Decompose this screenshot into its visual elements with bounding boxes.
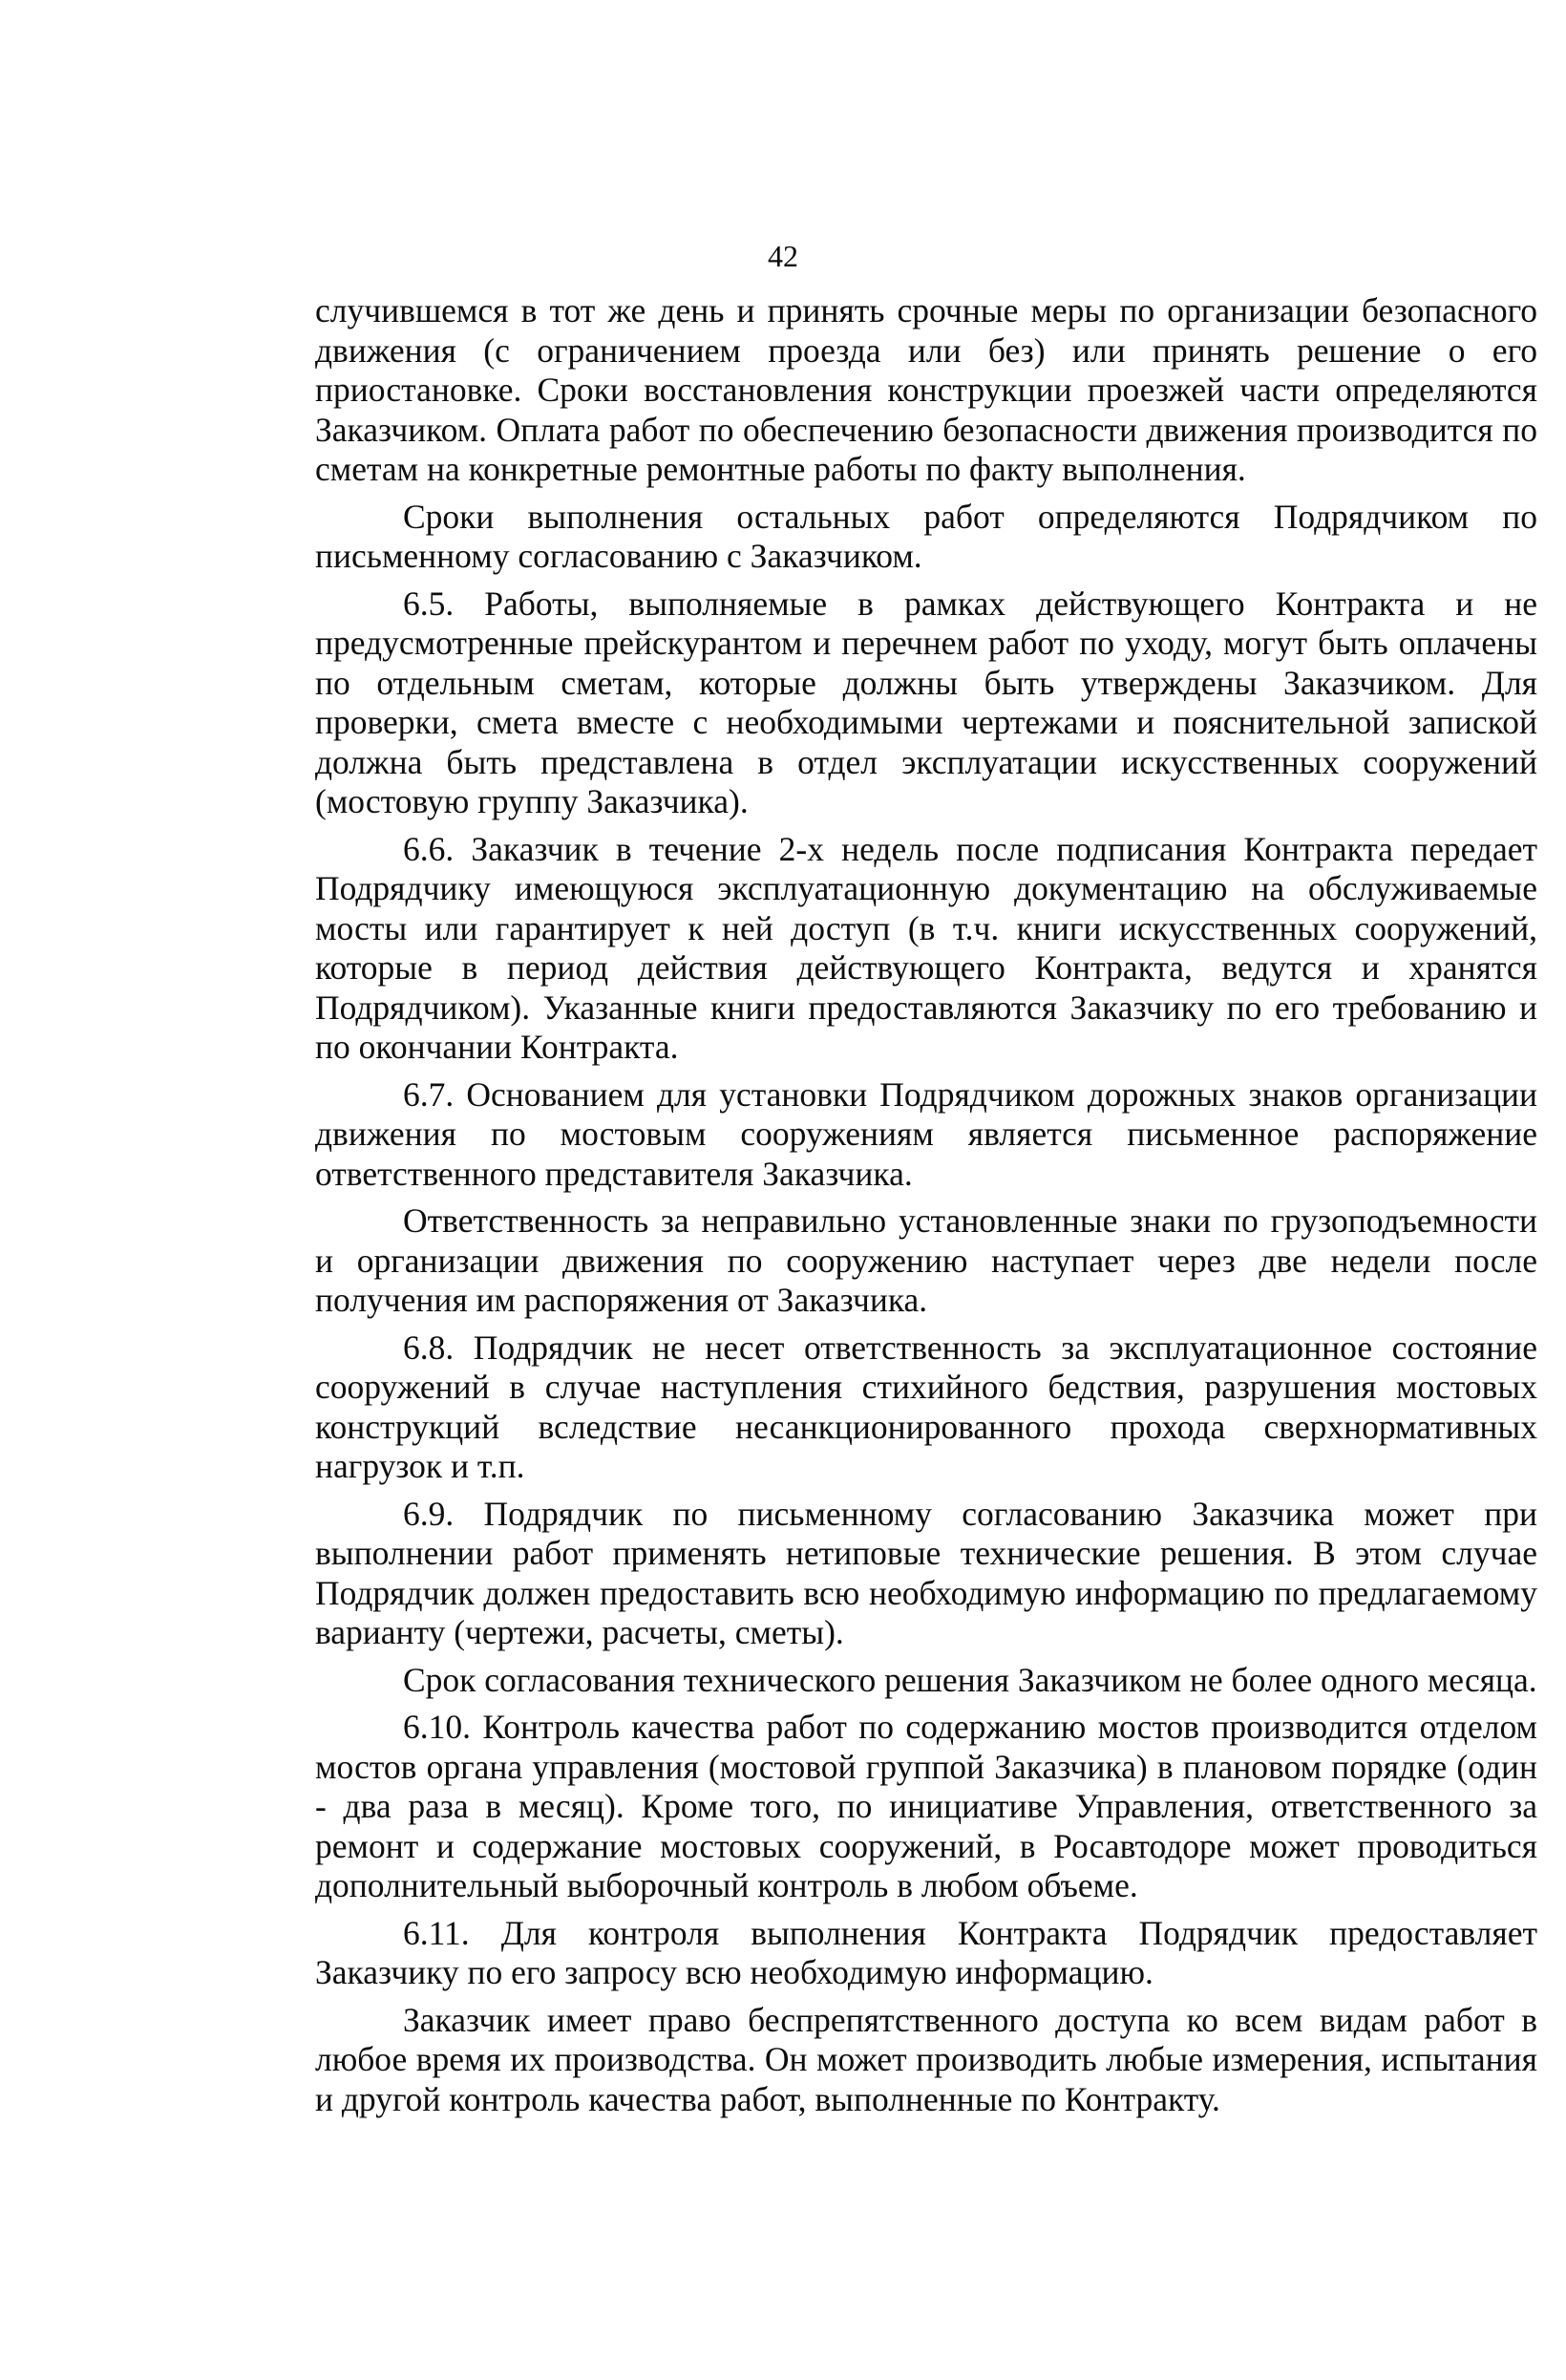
paragraph-6-11: 6.11. Для контроля выполнения Контракта Подрядчик предоставляет Заказчику по его запросу всю необходимую информацию. bbox=[315, 1913, 1537, 1991]
paragraph-approval-term: Срок согласования технического решения Заказчиком не более одного месяца. bbox=[403, 1660, 1537, 1699]
paragraph-work-terms: Сроки выполнения остальных работ определяются Подрядчиком по письменному согласованию с Заказчиком. bbox=[315, 497, 1537, 575]
paragraph-6-7: 6.7. Основанием для установки Подрядчиком дорожных знаков организации движения по мостовым сооружениям является письменное распоряжение ответственного представителя Заказчика. bbox=[315, 1074, 1537, 1193]
paragraph-6-8: 6.8. Подрядчик не несет ответственность за эксплуатационное состояние сооружений в случае наступления стихийного бедствия, разрушения мостовых конструкций вследствие несанкционированного прохода сверхнормативных нагрузок и т.п. bbox=[315, 1328, 1537, 1485]
paragraph-customer-access: Заказчик имеет право беспрепятственного доступа ко всем видам работ в любое время их производства. Он может производить любые измерения, испытания и другой контроль качества работ, выполненные по Контракту. bbox=[315, 2000, 1537, 2118]
document-text bbox=[315, 291, 1537, 2127]
paragraph-6-5: 6.5. Работы, выполняемые в рамках действующего Контракта и не предусмотренные прейскурантом и перечнем работ по уходу, могут быть оплачены по отдельным сметам, которые должны быть утверждены Заказчиком. Для проверки, смета вместе с необходимыми чертежами и пояснительной запиской должна быть представлена в отдел эксплуатации искусственных сооружений (мостовую группу Заказчика). bbox=[315, 584, 1537, 820]
page-number: 42 bbox=[768, 239, 798, 273]
paragraph-6-10: 6.10. Контроль качества работ по содержанию мостов производится отделом мостов органа управления (мостовой группой Заказчика) в плановом порядке (один - два раза в месяц). Кроме того, по инициативе Управления, ответственного за ремонт и содержание мостовых сооружений, в Росавтодоре может проводиться дополнительный выборочный контроль в любом объеме. bbox=[315, 1708, 1537, 1904]
paragraph-6-9: 6.9. Подрядчик по письменному согласованию Заказчика может при выполнении работ применять нетиповые технические решения. В этом случае Подрядчик должен предоставить всю необходимую информацию по предлагаемому варианту (чертежи, расчеты, сметы). bbox=[315, 1494, 1537, 1651]
paragraph-6-6: 6.6. Заказчик в течение 2-х недель после подписания Контракта передает Подрядчику имеющуюся эксплуатационную документацию на обслуживаемые мосты или гарантирует к ней доступ (в т.ч. книги искусственных сооружений, которые в период действия действующего Контракта, ведутся и хранятся Подрядчиком). Указанные книги предоставляются Заказчику по его требованию и по окончании Контракта. bbox=[315, 829, 1537, 1066]
paragraph-continuation: случившемся в тот же день и принять срочные меры по организации безопасного движения (с ограничением проезда или без) или принять решение о его приостановке. Сроки восстановления конструкции проезжей части определяются Заказчиком. Оплата работ по обеспечению безопасности движения производится по сметам на конкретные ремонтные работы по факту выполнения. bbox=[315, 291, 1537, 488]
paragraph-responsibility-signs: Ответственность за неправильно установленные знаки по грузоподъемности и организации движения по сооружению наступает через две недели после получения им распоряжения от Заказчика. bbox=[315, 1201, 1537, 1319]
